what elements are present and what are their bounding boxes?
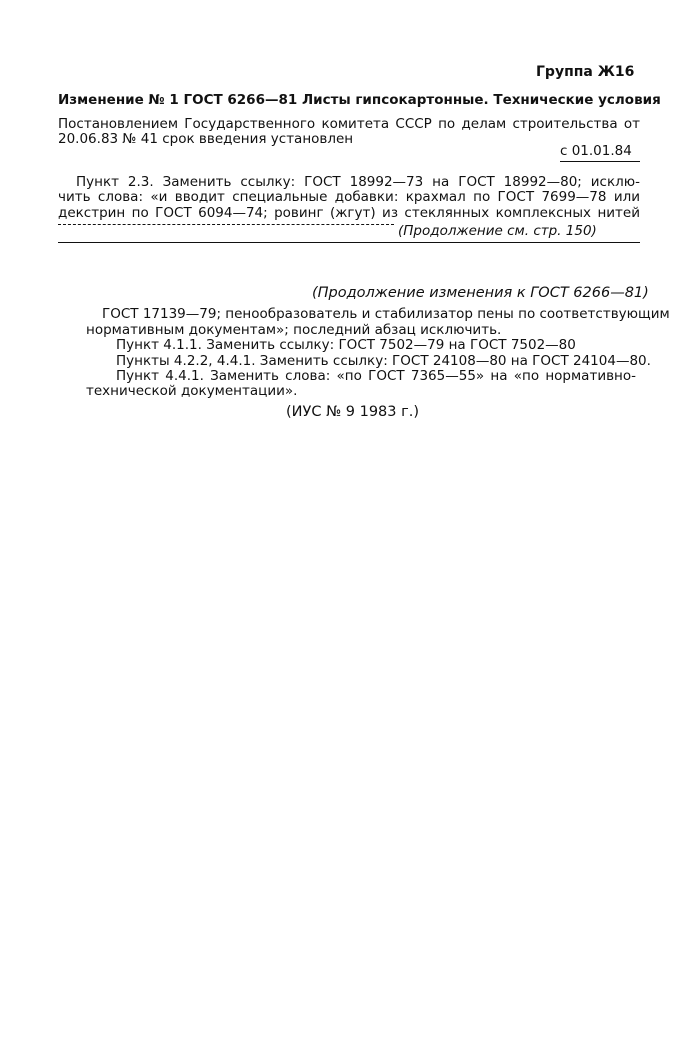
source-reference: (ИУС № 9 1983 г.): [286, 404, 419, 420]
section-bottom-rule: [58, 242, 640, 243]
part2-line-3: Пункт 4.1.1. Заменить ссылку: ГОСТ 7502—79 на ГОСТ 7502—80: [116, 337, 576, 353]
part2-line-6: технической документации».: [86, 383, 298, 399]
continuation-dashed-rule: [58, 224, 394, 225]
change-title-line-2: Постановлением Государственного комитета СССР по делам строительства от: [58, 116, 640, 132]
part2-line-1: ГОСТ 17139—79; пенообразователь и стабилизатор пены по соответствующим: [102, 306, 670, 322]
part2-line-5: Пункт 4.4.1. Заменить слова: «по ГОСТ 7365—55» на «по нормативно-: [116, 368, 636, 384]
part1-line-1: Пункт 2.3. Заменить ссылку: ГОСТ 18992—73 на ГОСТ 18992—80; исклю-: [76, 174, 640, 190]
part1-line-3: декстрин по ГОСТ 6094—74; ровинг (жгут) из стеклянных комплексных нитей: [58, 205, 640, 221]
change-title-line-1: Изменение № 1 ГОСТ 6266—81 Листы гипсокартонные. Технические условия: [58, 92, 661, 108]
effective-date-underline: [560, 161, 640, 162]
change-title-line-3: 20.06.83 № 41 срок введения установлен: [58, 131, 354, 147]
part1-line-2: чить слова: «и вводит специальные добавки: крахмал по ГОСТ 7699—78 или: [58, 189, 640, 205]
group-label: Группа Ж16: [536, 64, 635, 80]
part2-line-2: нормативным документам»; последний абзац исключить.: [86, 322, 502, 338]
part2-heading: (Продолжение изменения к ГОСТ 6266—81): [312, 285, 649, 301]
continuation-note: (Продолжение см. стр. 150): [398, 223, 597, 239]
effective-date: с 01.01.84: [560, 143, 632, 159]
part2-line-4: Пункты 4.2.2, 4.4.1. Заменить ссылку: ГОСТ 24108—80 на ГОСТ 24104—80.: [116, 353, 651, 369]
